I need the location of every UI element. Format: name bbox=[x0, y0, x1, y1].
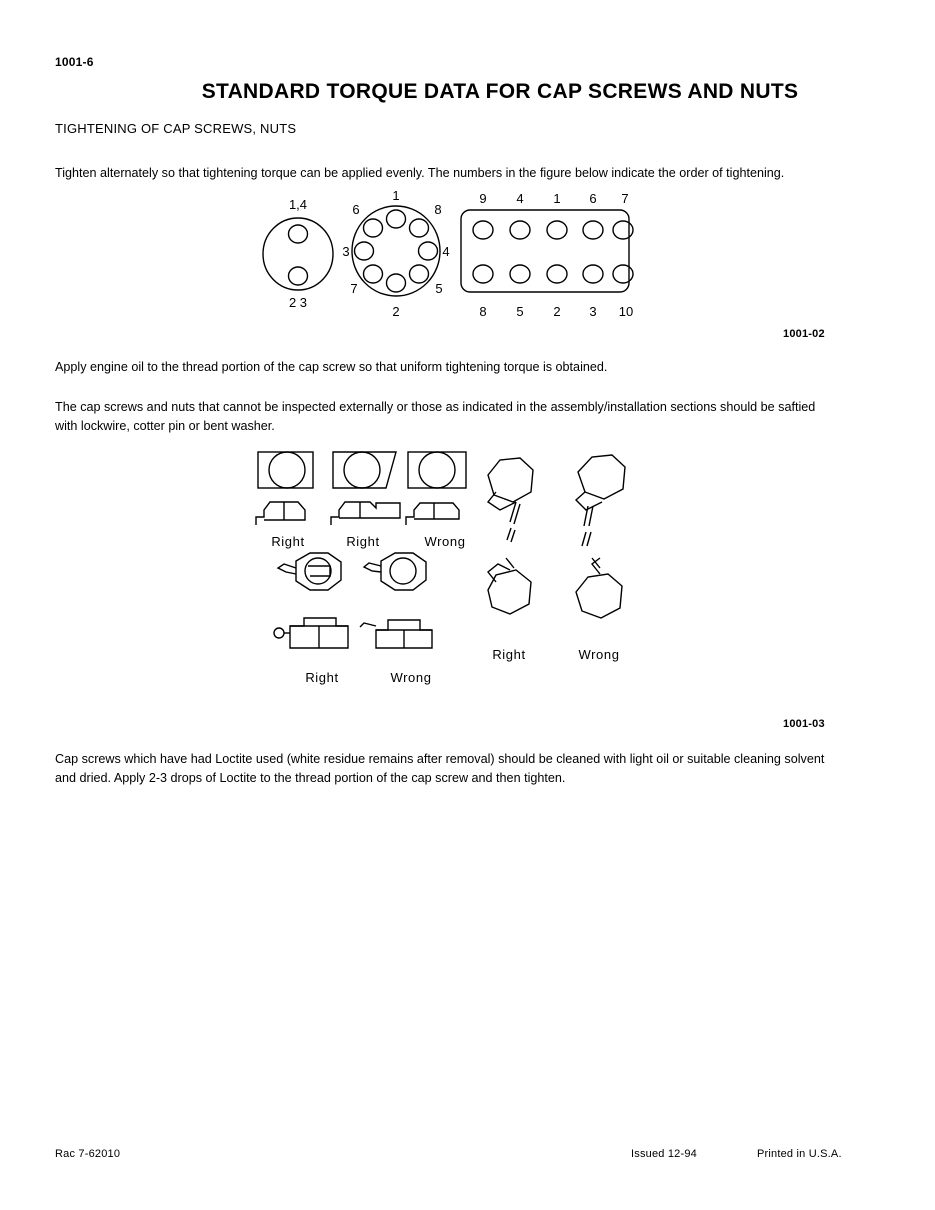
label-ten-hole-top-4: 7 bbox=[621, 191, 629, 206]
bent-washer-top-view-1 bbox=[258, 452, 313, 488]
footer-form-number: Rac 7-62010 bbox=[55, 1148, 121, 1160]
page-number: 1001-6 bbox=[55, 55, 94, 69]
castle-nut-side-wrong bbox=[360, 620, 432, 648]
label-cotter-pin-1: Wrong bbox=[390, 670, 432, 685]
figure-caption-locking-methods: 1001-03 bbox=[783, 718, 825, 730]
bent-washer-top-view-2 bbox=[333, 452, 396, 488]
castle-nut-side-right bbox=[274, 618, 348, 648]
castle-nut-wrong bbox=[364, 553, 426, 590]
label-eight-hole-top: 1 bbox=[392, 188, 400, 203]
label-eight-hole-left: 3 bbox=[342, 244, 350, 259]
bent-washer-side-view-1 bbox=[256, 502, 305, 525]
paragraph-tighten-alternately: Tighten alternately so that tightening torque can be applied evenly. The numbers in the figure below indicate the order of tightening. bbox=[55, 166, 785, 180]
label-two-hole-top: 1,4 bbox=[288, 197, 308, 212]
label-eight-hole-lower-left: 7 bbox=[350, 281, 358, 296]
paragraph-loctite: Cap screws which have had Loctite used (white residue remains after removal) should be cleaned with light oil or suitable cleaning solvent and dried. Apply 2-3 drops of Loctite to the thread portion of the cap screw and then tighten. bbox=[55, 752, 825, 785]
label-bent-washer-2: Wrong bbox=[424, 534, 466, 549]
label-eight-hole-lower-right: 5 bbox=[435, 281, 443, 296]
bent-washer-top-view-3 bbox=[408, 452, 466, 488]
label-lockwire-0: Right bbox=[492, 647, 526, 662]
castle-nut-right bbox=[278, 553, 341, 590]
page-title: STANDARD TORQUE DATA FOR CAP SCREWS AND NUTS bbox=[201, 80, 799, 103]
label-bent-washer-0: Right bbox=[271, 534, 305, 549]
figure-locking-methods bbox=[248, 440, 648, 705]
label-bent-washer-1: Right bbox=[346, 534, 380, 549]
figure-torque-sequence bbox=[248, 188, 648, 328]
label-ten-hole-top-1: 4 bbox=[516, 191, 524, 206]
label-eight-hole-upper-left: 6 bbox=[352, 202, 360, 217]
section-subheading: TIGHTENING OF CAP SCREWS, NUTS bbox=[55, 121, 297, 136]
label-eight-hole-right: 4 bbox=[442, 244, 450, 259]
label-ten-hole-top-3: 6 bbox=[589, 191, 597, 206]
label-ten-hole-bottom-3: 3 bbox=[589, 304, 597, 319]
lockwire-wrong bbox=[576, 455, 625, 618]
paragraph-safety-locking: The cap screws and nuts that cannot be inspected externally or those as indicated in the assembly/installation sections should be saftied with lockwire, cotter pin or bent washer. bbox=[55, 400, 816, 433]
bent-washer-side-view-2 bbox=[331, 502, 400, 525]
label-cotter-pin-0: Right bbox=[305, 670, 339, 685]
paragraph-apply-engine-oil: Apply engine oil to the thread portion of the cap screw so that uniform tightening torque is obtained. bbox=[55, 360, 608, 374]
label-ten-hole-bottom-1: 5 bbox=[516, 304, 524, 319]
footer-printed-in: Printed in U.S.A. bbox=[757, 1148, 842, 1160]
figure-caption-torque-sequence: 1001-02 bbox=[783, 328, 825, 340]
label-eight-hole-bottom: 2 bbox=[392, 304, 400, 319]
label-eight-hole-upper-right: 8 bbox=[434, 202, 442, 217]
label-ten-hole-bottom-4: 10 bbox=[618, 304, 634, 319]
label-ten-hole-bottom-2: 2 bbox=[553, 304, 561, 319]
label-ten-hole-top-2: 1 bbox=[553, 191, 561, 206]
bent-washer-side-view-3 bbox=[406, 503, 459, 525]
label-ten-hole-top-0: 9 bbox=[479, 191, 487, 206]
label-ten-hole-bottom-0: 8 bbox=[479, 304, 487, 319]
label-lockwire-1: Wrong bbox=[578, 647, 620, 662]
label-two-hole-bottom: 2 3 bbox=[288, 295, 308, 310]
footer-issued-date: Issued 12-94 bbox=[631, 1148, 697, 1160]
lockwire-right bbox=[488, 458, 533, 614]
